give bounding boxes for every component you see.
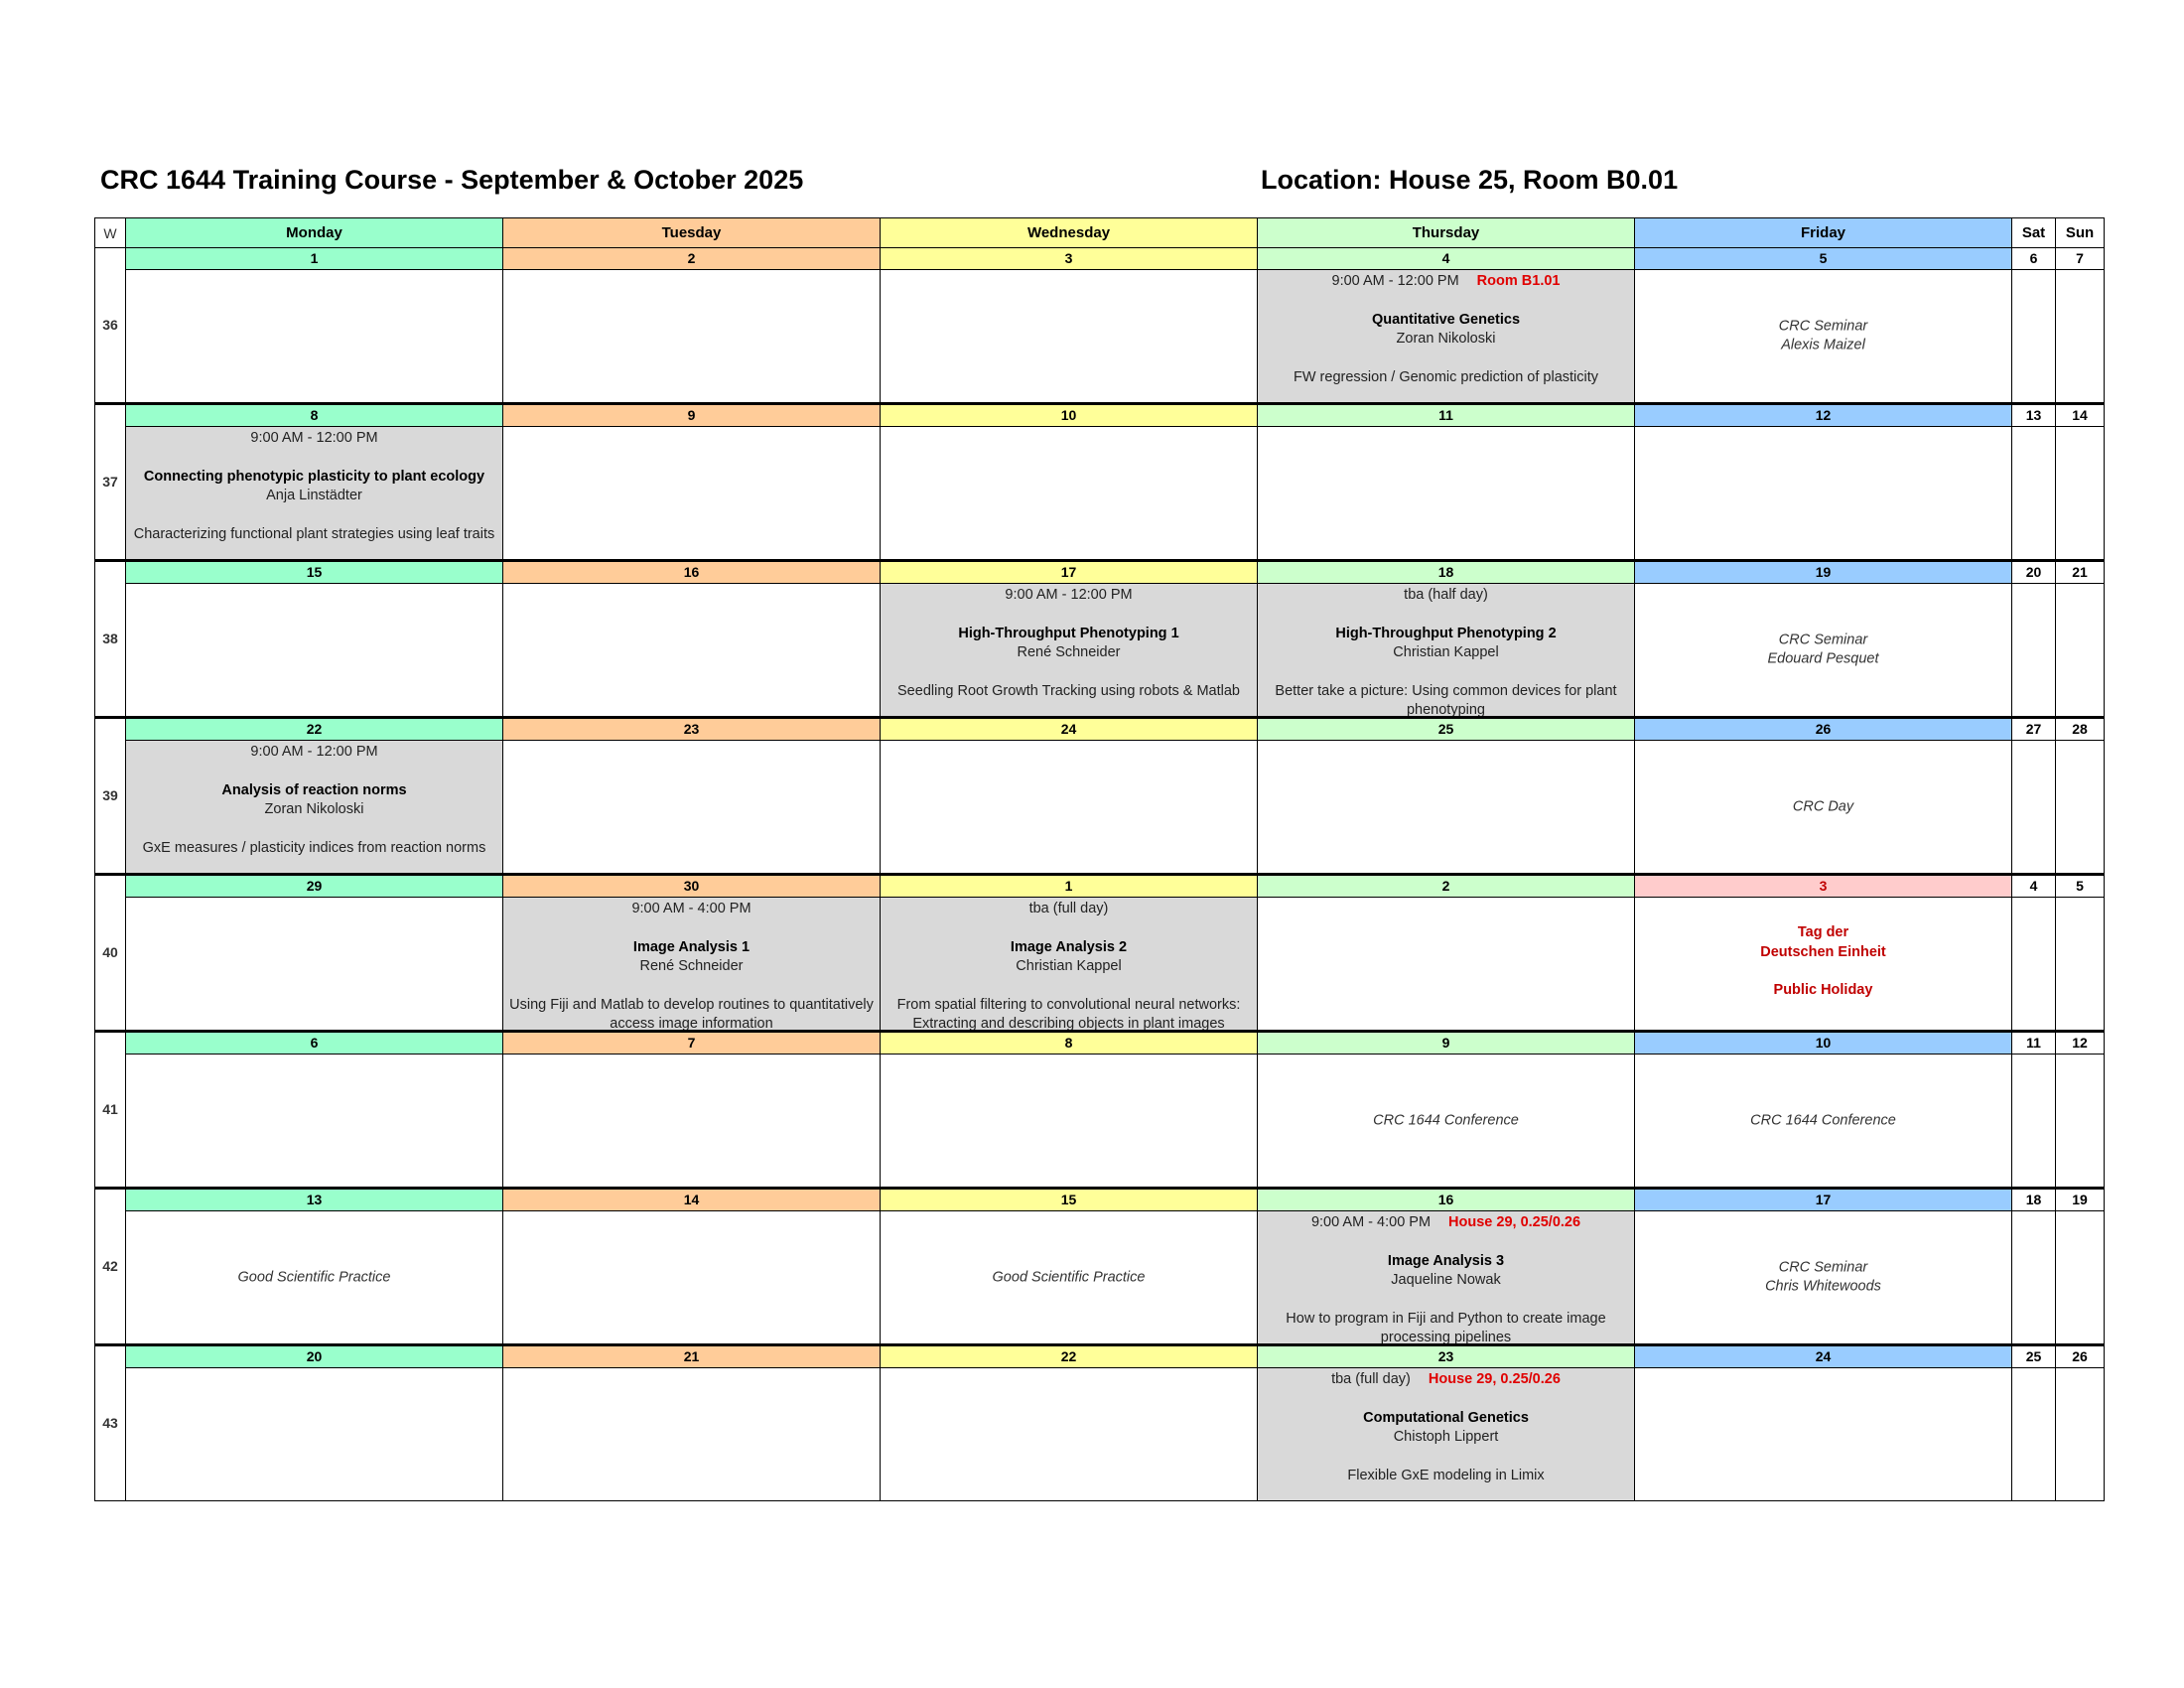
day-cell-tue [503, 427, 881, 561]
date-sat: 6 [2012, 248, 2056, 270]
calendar-note [1635, 317, 2011, 355]
day-header-tue: Tuesday [503, 218, 881, 248]
day-header-sat: Sat [2012, 218, 2056, 248]
note-line2: Chris Whitewoods [1765, 1278, 1881, 1295]
cell-content [881, 1211, 1257, 1343]
note-line1: Good Scientific Practice [992, 1268, 1146, 1285]
date-tue: 2 [503, 248, 881, 270]
cell-content [1635, 741, 2011, 873]
cell-content [2056, 1368, 2104, 1500]
event-description: FW regression / Genomic prediction of plasticity [1293, 368, 1599, 385]
cell-content [126, 270, 502, 402]
week-37-date-row [95, 404, 2105, 427]
date-mon: 8 [126, 404, 503, 427]
day-cell-sat [2012, 1368, 2056, 1501]
cell-content [2056, 741, 2104, 873]
day-cell-fri [1635, 427, 2012, 561]
date-mon: 13 [126, 1189, 503, 1211]
event-block [126, 427, 502, 559]
day-cell-tue [503, 584, 881, 718]
date-tue: 9 [503, 404, 881, 427]
date-sun: 5 [2056, 875, 2105, 898]
event-block [1258, 1368, 1634, 1500]
event-description: From spatial filtering to convolutional neural networks: Extracting and describing objects in plant images [896, 996, 1241, 1032]
event-time-text: tba (half day) [1404, 587, 1488, 603]
day-cell-mon [126, 1055, 503, 1189]
day-cell-thu [1258, 898, 1635, 1032]
date-thu: 9 [1258, 1032, 1635, 1055]
event-time-text: tba (full day) [1028, 901, 1109, 916]
day-cell-mon [126, 1211, 503, 1345]
day-cell-fri [1635, 584, 2012, 718]
day-cell-mon [126, 1368, 503, 1501]
event-description: How to program in Fiji and Python to create image processing pipelines [1286, 1310, 1606, 1345]
spacer [1635, 962, 2011, 981]
day-cell-fri [1635, 270, 2012, 404]
week-36-content-row [95, 270, 2105, 404]
date-sun: 12 [2056, 1032, 2105, 1055]
cell-content [2012, 270, 2055, 402]
cell-content [2012, 427, 2055, 559]
day-cell-sun [2056, 1055, 2105, 1189]
day-cell-wed [881, 898, 1258, 1032]
cell-content [2012, 1211, 2055, 1343]
day-cell-tue [503, 898, 881, 1032]
week-number: 39 [95, 718, 126, 875]
cell-content [881, 741, 1257, 873]
cell-content [881, 1368, 1257, 1500]
day-cell-mon [126, 270, 503, 404]
day-header-wed: Wednesday [881, 218, 1258, 248]
event-time [126, 743, 502, 763]
event-time [503, 900, 880, 919]
date-mon: 6 [126, 1032, 503, 1055]
week-number: 38 [95, 561, 126, 718]
event-time-text: 9:00 AM - 12:00 PM [250, 430, 378, 446]
day-cell-fri [1635, 1368, 2012, 1501]
day-cell-thu [1258, 427, 1635, 561]
event-presenter: Chistoph Lippert [1393, 1429, 1499, 1445]
day-cell-sun [2056, 1211, 2105, 1345]
calendar-note [1635, 1111, 2011, 1131]
date-fri: 24 [1635, 1345, 2012, 1368]
event-presenter: René Schneider [639, 958, 744, 974]
date-mon: 20 [126, 1345, 503, 1368]
note-line1: CRC 1644 Conference [1373, 1111, 1519, 1128]
cell-content [2056, 1211, 2104, 1343]
week-36-date-row [95, 248, 2105, 270]
date-mon: 29 [126, 875, 503, 898]
date-thu: 23 [1258, 1345, 1635, 1368]
event-block [1258, 270, 1634, 402]
event-description: Better take a picture: Using common devices for plant phenotyping [1275, 682, 1617, 718]
day-cell-sun [2056, 584, 2105, 718]
day-cell-sun [2056, 1368, 2105, 1501]
location-label: Location: House 25, Room B0.01 [1261, 165, 1679, 195]
day-header-thu: Thursday [1258, 218, 1635, 248]
event-description: Using Fiji and Matlab to develop routines to quantitatively access image information [509, 996, 874, 1032]
event-block [1258, 584, 1634, 716]
event-title: Image Analysis 1 [632, 938, 751, 955]
week-43-content-row [95, 1368, 2105, 1501]
week-42-date-row [95, 1189, 2105, 1211]
week-number: 43 [95, 1345, 126, 1501]
week-38-date-row [95, 561, 2105, 584]
event-time-text: 9:00 AM - 12:00 PM [1331, 273, 1459, 289]
event-room: House 29, 0.25/0.26 [1428, 1371, 1561, 1387]
week-40-date-row [95, 875, 2105, 898]
cell-content [1635, 1211, 2011, 1343]
date-sat: 4 [2012, 875, 2056, 898]
day-cell-sun [2056, 427, 2105, 561]
cell-content [1258, 1055, 1634, 1187]
week-41-content-row [95, 1055, 2105, 1189]
date-wed: 3 [881, 248, 1258, 270]
calendar-note [1635, 1258, 2011, 1297]
date-sun: 7 [2056, 248, 2105, 270]
date-fri: 12 [1635, 404, 2012, 427]
day-cell-tue [503, 1368, 881, 1501]
cell-content [126, 1368, 502, 1500]
date-tue: 23 [503, 718, 881, 741]
day-cell-sun [2056, 270, 2105, 404]
event-presenter: Anja Linstädter [266, 488, 362, 503]
cell-content [2056, 1055, 2104, 1187]
week-39-date-row [95, 718, 2105, 741]
event-block [881, 898, 1257, 1030]
event-time-text: 9:00 AM - 4:00 PM [631, 901, 751, 916]
calendar-note [1635, 631, 2011, 669]
week-number: 40 [95, 875, 126, 1032]
cell-content [2056, 427, 2104, 559]
day-cell-fri [1635, 898, 2012, 1032]
cell-content [2056, 584, 2104, 716]
cell-content [126, 898, 502, 1030]
date-fri: 26 [1635, 718, 2012, 741]
cell-content [126, 584, 502, 716]
date-sat: 18 [2012, 1189, 2056, 1211]
date-sat: 20 [2012, 561, 2056, 584]
cell-content [881, 1055, 1257, 1187]
day-cell-thu [1258, 1211, 1635, 1345]
day-cell-mon [126, 584, 503, 718]
date-tue: 7 [503, 1032, 881, 1055]
date-tue: 21 [503, 1345, 881, 1368]
date-sat: 27 [2012, 718, 2056, 741]
date-mon: 15 [126, 561, 503, 584]
event-description: Seedling Root Growth Tracking using robots & Matlab [897, 682, 1240, 699]
date-fri: 10 [1635, 1032, 2012, 1055]
day-cell-mon [126, 741, 503, 875]
event-block [503, 898, 880, 1030]
cell-content [2012, 741, 2055, 873]
cell-content [1258, 427, 1634, 559]
page-title: CRC 1644 Training Course - September & October 2025 [100, 165, 804, 195]
event-presenter: Christian Kappel [1393, 644, 1499, 660]
date-fri: 3 [1635, 875, 2012, 898]
date-thu: 18 [1258, 561, 1635, 584]
note-line2: Edouard Pesquet [1767, 650, 1879, 667]
date-thu: 11 [1258, 404, 1635, 427]
day-cell-wed [881, 584, 1258, 718]
date-mon: 22 [126, 718, 503, 741]
day-cell-tue [503, 741, 881, 875]
day-cell-sun [2056, 898, 2105, 1032]
event-time-text: 9:00 AM - 4:00 PM [1310, 1214, 1432, 1230]
day-header-mon: Monday [126, 218, 503, 248]
day-cell-sat [2012, 1211, 2056, 1345]
note-line1: CRC Seminar [1778, 318, 1868, 334]
day-cell-sun [2056, 741, 2105, 875]
event-title: Quantitative Genetics [1371, 311, 1521, 328]
day-cell-tue [503, 1211, 881, 1345]
cell-content [2012, 1368, 2055, 1500]
day-cell-tue [503, 270, 881, 404]
date-sun: 19 [2056, 1189, 2105, 1211]
event-title: Image Analysis 2 [1010, 938, 1128, 955]
holiday-note [1635, 923, 2011, 1001]
week-39-content-row [95, 741, 2105, 875]
event-room: Room B1.01 [1476, 273, 1561, 289]
note-line1: CRC Seminar [1778, 1259, 1868, 1275]
day-cell-wed [881, 1368, 1258, 1501]
note-line1: CRC 1644 Conference [1750, 1111, 1896, 1128]
event-time [1258, 272, 1634, 292]
week-number: 37 [95, 404, 126, 561]
cell-content [503, 741, 880, 873]
event-presenter: Zoran Nikoloski [264, 801, 364, 817]
date-sun: 21 [2056, 561, 2105, 584]
cell-content [1635, 584, 2011, 716]
event-block [881, 584, 1257, 716]
calendar-note [881, 1268, 1257, 1288]
day-cell-thu [1258, 1368, 1635, 1501]
cell-content [2012, 1055, 2055, 1187]
cell-content [2056, 898, 2104, 1030]
week-number: 36 [95, 248, 126, 404]
week-41-date-row [95, 1032, 2105, 1055]
week-37-content-row [95, 427, 2105, 561]
day-cell-sat [2012, 1055, 2056, 1189]
cell-content [503, 584, 880, 716]
event-time [126, 429, 502, 449]
calendar-table [94, 217, 2105, 1501]
calendar-note [1258, 1111, 1634, 1131]
event-description: Characterizing functional plant strategies using leaf traits [133, 525, 495, 542]
event-time-text: 9:00 AM - 12:00 PM [1005, 587, 1133, 603]
date-sun: 26 [2056, 1345, 2105, 1368]
cell-content [1635, 898, 2011, 1030]
date-wed: 22 [881, 1345, 1258, 1368]
date-fri: 17 [1635, 1189, 2012, 1211]
cell-content [1635, 1368, 2011, 1500]
day-cell-mon [126, 898, 503, 1032]
week-number: 42 [95, 1189, 126, 1345]
event-time [881, 586, 1257, 606]
cell-content [881, 427, 1257, 559]
date-wed: 1 [881, 875, 1258, 898]
day-cell-fri [1635, 1211, 2012, 1345]
date-thu: 25 [1258, 718, 1635, 741]
cell-content [1258, 898, 1634, 1030]
date-tue: 16 [503, 561, 881, 584]
date-wed: 8 [881, 1032, 1258, 1055]
date-sun: 28 [2056, 718, 2105, 741]
day-cell-wed [881, 270, 1258, 404]
calendar-note [126, 1268, 502, 1288]
week-40-content-row [95, 898, 2105, 1032]
date-sat: 13 [2012, 404, 2056, 427]
event-title: High-Throughput Phenotyping 1 [958, 625, 1179, 641]
cell-content [126, 1211, 502, 1343]
day-cell-thu [1258, 270, 1635, 404]
date-mon: 1 [126, 248, 503, 270]
date-wed: 15 [881, 1189, 1258, 1211]
event-time-text: 9:00 AM - 12:00 PM [250, 744, 378, 760]
day-cell-sat [2012, 898, 2056, 1032]
cell-content [881, 270, 1257, 402]
event-presenter: Zoran Nikoloski [1396, 331, 1496, 347]
date-fri: 5 [1635, 248, 2012, 270]
cell-content [1635, 1055, 2011, 1187]
date-wed: 24 [881, 718, 1258, 741]
week-38-content-row [95, 584, 2105, 718]
event-block [126, 741, 502, 873]
event-title: Analysis of reaction norms [221, 781, 407, 798]
cell-content [503, 270, 880, 402]
week-column-header: W [95, 218, 126, 248]
calendar-note [1635, 797, 2011, 817]
cell-content [1635, 270, 2011, 402]
event-time-text: tba (full day) [1331, 1371, 1411, 1387]
day-cell-wed [881, 427, 1258, 561]
day-header-row [95, 218, 2105, 248]
event-title: High-Throughput Phenotyping 2 [1335, 625, 1557, 641]
date-thu: 16 [1258, 1189, 1635, 1211]
cell-content [503, 1055, 880, 1187]
day-cell-sat [2012, 427, 2056, 561]
day-cell-thu [1258, 584, 1635, 718]
date-sat: 25 [2012, 1345, 2056, 1368]
cell-content [1635, 427, 2011, 559]
event-time [1258, 1370, 1634, 1390]
event-presenter: Christian Kappel [1016, 958, 1122, 974]
date-thu: 2 [1258, 875, 1635, 898]
event-presenter: René Schneider [1017, 644, 1121, 660]
cell-content [2012, 584, 2055, 716]
day-cell-sat [2012, 270, 2056, 404]
date-wed: 10 [881, 404, 1258, 427]
note-line1: CRC Day [1792, 797, 1854, 814]
event-description: GxE measures / plasticity indices from reaction norms [142, 839, 486, 856]
note-line2: Alexis Maizel [1781, 337, 1865, 353]
day-cell-mon [126, 427, 503, 561]
note-line1: Good Scientific Practice [237, 1268, 391, 1285]
cell-content [126, 1055, 502, 1187]
cell-content [503, 1368, 880, 1500]
cell-content [1258, 741, 1634, 873]
holiday-name-line2: Deutschen Einheit [1760, 943, 1886, 960]
day-cell-thu [1258, 741, 1635, 875]
event-time [1258, 586, 1634, 606]
week-42-content-row [95, 1211, 2105, 1345]
event-time [1258, 1213, 1634, 1233]
day-cell-wed [881, 1211, 1258, 1345]
date-tue: 30 [503, 875, 881, 898]
date-wed: 17 [881, 561, 1258, 584]
day-cell-thu [1258, 1055, 1635, 1189]
day-cell-wed [881, 741, 1258, 875]
event-block [1258, 1211, 1634, 1343]
week-number: 41 [95, 1032, 126, 1189]
date-thu: 4 [1258, 248, 1635, 270]
holiday-label: Public Holiday [1773, 982, 1873, 998]
day-header-sun: Sun [2056, 218, 2105, 248]
day-cell-sat [2012, 741, 2056, 875]
event-title: Computational Genetics [1363, 1409, 1529, 1426]
day-cell-fri [1635, 741, 2012, 875]
date-tue: 14 [503, 1189, 881, 1211]
event-time [881, 900, 1257, 919]
day-cell-tue [503, 1055, 881, 1189]
date-sun: 14 [2056, 404, 2105, 427]
day-header-fri: Friday [1635, 218, 2012, 248]
cell-content [503, 1211, 880, 1343]
day-cell-sat [2012, 584, 2056, 718]
event-presenter: Jaqueline Nowak [1391, 1272, 1501, 1288]
event-room: House 29, 0.25/0.26 [1448, 1214, 1581, 1230]
note-line1: CRC Seminar [1778, 632, 1868, 647]
week-43-date-row [95, 1345, 2105, 1368]
day-cell-fri [1635, 1055, 2012, 1189]
cell-content [2056, 270, 2104, 402]
holiday-name-line1: Tag der [1797, 924, 1849, 940]
date-fri: 19 [1635, 561, 2012, 584]
event-title: Connecting phenotypic plasticity to plant ecology [143, 468, 485, 485]
event-description: Flexible GxE modeling in Limix [1347, 1467, 1545, 1483]
day-cell-wed [881, 1055, 1258, 1189]
date-sat: 11 [2012, 1032, 2056, 1055]
event-title: Image Analysis 3 [1387, 1252, 1505, 1269]
cell-content [503, 427, 880, 559]
cell-content [2012, 898, 2055, 1030]
